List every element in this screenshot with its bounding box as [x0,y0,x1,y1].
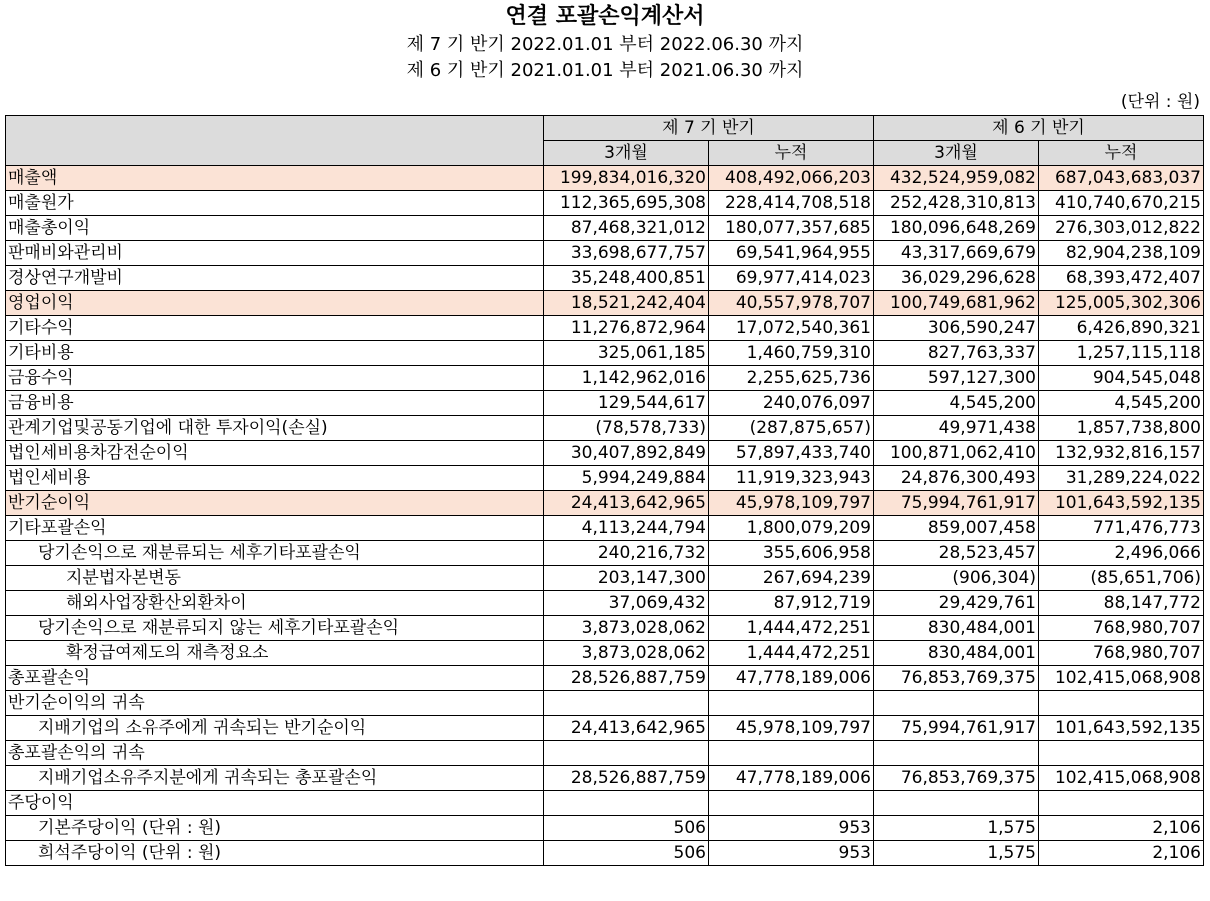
row-label: 매출원가 [6,191,544,216]
row-label: 경상연구개발비 [6,266,544,291]
table-row [6,541,1204,566]
value-cell: 11,919,323,943 [709,466,874,491]
value-cell: 1,460,759,310 [709,341,874,366]
value-cell: 408,492,066,203 [709,166,874,191]
value-cell: 597,127,300 [874,366,1039,391]
value-cell: 252,428,310,813 [874,191,1039,216]
value-cell: 101,643,592,135 [1039,491,1204,516]
value-cell: 2,496,066 [1039,541,1204,566]
value-cell: 75,994,761,917 [874,716,1039,741]
value-cell: 47,778,189,006 [709,766,874,791]
value-cell: 102,415,068,908 [1039,766,1204,791]
value-cell: 2,255,625,736 [709,366,874,391]
value-cell: 240,216,732 [544,541,709,566]
table-row [6,316,1204,341]
value-cell: 276,303,012,822 [1039,216,1204,241]
value-cell: 3,873,028,062 [544,641,709,666]
value-cell: 101,643,592,135 [1039,716,1204,741]
value-cell: 28,523,457 [874,541,1039,566]
value-cell: 180,077,357,685 [709,216,874,241]
table-row [6,441,1204,466]
sub-header-prior-3m: 3개월 [874,141,1039,166]
value-cell: 506 [544,841,709,866]
value-cell: 40,557,978,707 [709,291,874,316]
value-cell: 11,276,872,964 [544,316,709,341]
value-cell [1039,791,1204,816]
table-row [6,591,1204,616]
value-cell: 31,289,224,022 [1039,466,1204,491]
unit-label: (단위 : 원) [1120,92,1200,112]
table-row [6,216,1204,241]
value-cell: 953 [709,816,874,841]
value-cell: (85,651,706) [1039,566,1204,591]
row-label: 기타수익 [6,316,544,341]
value-cell: 129,544,617 [544,391,709,416]
value-cell [874,691,1039,716]
row-label: 지배기업소유주지분에게 귀속되는 총포괄손익 [6,766,544,791]
group-header-current: 제 7 기 반기 [544,116,874,141]
value-cell: 267,694,239 [709,566,874,591]
row-label: 지분법자본변동 [6,566,544,591]
value-cell: 28,526,887,759 [544,666,709,691]
value-cell: (78,578,733) [544,416,709,441]
row-label: 당기손익으로 재분류되는 세후기타포괄손익 [6,541,544,566]
row-label: 법인세비용 [6,466,544,491]
value-cell: 88,147,772 [1039,591,1204,616]
value-cell: 768,980,707 [1039,641,1204,666]
row-label: 금융비용 [6,391,544,416]
table-row [6,391,1204,416]
value-cell: 827,763,337 [874,341,1039,366]
value-cell: 2,106 [1039,841,1204,866]
row-label: 기타포괄손익 [6,516,544,541]
value-cell: 199,834,016,320 [544,166,709,191]
table-row [6,491,1204,516]
statement-body [6,166,1204,866]
sub-header-prior-cum: 누적 [1039,141,1204,166]
table-row [6,266,1204,291]
row-label: 반기순이익의 귀속 [6,691,544,716]
value-cell: 1,444,472,251 [709,641,874,666]
table-row [6,516,1204,541]
value-cell: 43,317,669,679 [874,241,1039,266]
value-cell: 432,524,959,082 [874,166,1039,191]
value-cell [1039,741,1204,766]
value-cell: 45,978,109,797 [709,491,874,516]
value-cell: 2,106 [1039,816,1204,841]
row-label: 확정급여제도의 재측정요소 [6,641,544,666]
row-label: 관계기업및공동기업에 대한 투자이익(손실) [6,416,544,441]
row-label: 반기순이익 [6,491,544,516]
value-cell: (287,875,657) [709,416,874,441]
value-cell: 1,257,115,118 [1039,341,1204,366]
value-cell: 6,426,890,321 [1039,316,1204,341]
value-cell [874,791,1039,816]
value-cell: 355,606,958 [709,541,874,566]
value-cell: 3,873,028,062 [544,616,709,641]
value-cell: 28,526,887,759 [544,766,709,791]
table-row [6,716,1204,741]
value-cell: 102,415,068,908 [1039,666,1204,691]
value-cell: 953 [709,841,874,866]
value-cell: 228,414,708,518 [709,191,874,216]
value-cell: 35,248,400,851 [544,266,709,291]
value-cell: 830,484,001 [874,641,1039,666]
value-cell: 17,072,540,361 [709,316,874,341]
sub-header-current-cum: 누적 [709,141,874,166]
row-label: 총포괄손익 [6,666,544,691]
prior-period: 제 6 기 반기 2021.01.01 부터 2021.06.30 까지 [406,60,804,81]
value-cell: 1,142,962,016 [544,366,709,391]
row-label: 희석주당이익 (단위 : 원) [6,841,544,866]
value-cell: 76,853,769,375 [874,666,1039,691]
value-cell [544,741,709,766]
row-label: 판매비와관리비 [6,241,544,266]
group-header-prior: 제 6 기 반기 [874,116,1204,141]
value-cell: 4,545,200 [874,391,1039,416]
value-cell: 100,749,681,962 [874,291,1039,316]
value-cell: 100,871,062,410 [874,441,1039,466]
value-cell: 5,994,249,884 [544,466,709,491]
table-row [6,291,1204,316]
value-cell: 29,429,761 [874,591,1039,616]
value-cell [709,741,874,766]
header-label-cell [6,116,544,166]
current-period: 제 7 기 반기 2022.01.01 부터 2022.06.30 까지 [406,34,804,55]
value-cell: 325,061,185 [544,341,709,366]
value-cell: 240,076,097 [709,391,874,416]
value-cell: 57,897,433,740 [709,441,874,466]
value-cell: 4,545,200 [1039,391,1204,416]
table-row [6,766,1204,791]
value-cell: 1,800,079,209 [709,516,874,541]
value-cell: 4,113,244,794 [544,516,709,541]
value-cell: 24,876,300,493 [874,466,1039,491]
value-cell: 69,977,414,023 [709,266,874,291]
value-cell: 1,575 [874,816,1039,841]
row-label: 해외사업장환산외환차이 [6,591,544,616]
statement-title: 연결 포괄손익계산서 [505,4,705,29]
value-cell: 125,005,302,306 [1039,291,1204,316]
value-cell [544,791,709,816]
value-cell: 30,407,892,849 [544,441,709,466]
table-row [6,566,1204,591]
value-cell: 410,740,670,215 [1039,191,1204,216]
table-row [6,816,1204,841]
row-label: 영업이익 [6,291,544,316]
table-row [6,341,1204,366]
value-cell: 180,096,648,269 [874,216,1039,241]
table-row [6,666,1204,691]
row-label: 매출총이익 [6,216,544,241]
value-cell: 203,147,300 [544,566,709,591]
value-cell: 47,778,189,006 [709,666,874,691]
table-row [6,641,1204,666]
row-label: 기타비용 [6,341,544,366]
value-cell [874,741,1039,766]
row-label: 기본주당이익 (단위 : 원) [6,816,544,841]
value-cell: 1,444,472,251 [709,616,874,641]
income-statement-table [5,115,1204,866]
table-row [6,241,1204,266]
value-cell: (906,304) [874,566,1039,591]
value-cell: 33,698,677,757 [544,241,709,266]
value-cell: 830,484,001 [874,616,1039,641]
table-row [6,166,1204,191]
table-row [6,691,1204,716]
value-cell: 687,043,683,037 [1039,166,1204,191]
table-row [6,416,1204,441]
value-cell [709,691,874,716]
value-cell: 306,590,247 [874,316,1039,341]
value-cell: 87,468,321,012 [544,216,709,241]
row-label: 총포괄손익의 귀속 [6,741,544,766]
value-cell: 36,029,296,628 [874,266,1039,291]
value-cell: 506 [544,816,709,841]
row-label: 법인세비용차감전순이익 [6,441,544,466]
table-row [6,841,1204,866]
value-cell [1039,691,1204,716]
value-cell: 771,476,773 [1039,516,1204,541]
value-cell: 75,994,761,917 [874,491,1039,516]
value-cell: 68,393,472,407 [1039,266,1204,291]
value-cell: 87,912,719 [709,591,874,616]
value-cell: 18,521,242,404 [544,291,709,316]
value-cell: 1,575 [874,841,1039,866]
table-row [6,191,1204,216]
table-row [6,466,1204,491]
table-row [6,791,1204,816]
value-cell: 45,978,109,797 [709,716,874,741]
value-cell: 24,413,642,965 [544,491,709,516]
statement-header [0,2,1210,84]
value-cell: 1,857,738,800 [1039,416,1204,441]
value-cell: 132,932,816,157 [1039,441,1204,466]
value-cell: 24,413,642,965 [544,716,709,741]
value-cell [709,791,874,816]
value-cell: 76,853,769,375 [874,766,1039,791]
row-label: 당기손익으로 재분류되지 않는 세후기타포괄손익 [6,616,544,641]
row-label: 매출액 [6,166,544,191]
row-label: 지배기업의 소유주에게 귀속되는 반기순이익 [6,716,544,741]
value-cell [544,691,709,716]
table-row [6,616,1204,641]
value-cell: 49,971,438 [874,416,1039,441]
row-label: 주당이익 [6,791,544,816]
value-cell: 69,541,964,955 [709,241,874,266]
row-label: 금융수익 [6,366,544,391]
value-cell: 768,980,707 [1039,616,1204,641]
value-cell: 859,007,458 [874,516,1039,541]
sub-header-current-3m: 3개월 [544,141,709,166]
value-cell: 82,904,238,109 [1039,241,1204,266]
value-cell: 904,545,048 [1039,366,1204,391]
value-cell: 37,069,432 [544,591,709,616]
table-row [6,741,1204,766]
value-cell: 112,365,695,308 [544,191,709,216]
table-row [6,366,1204,391]
